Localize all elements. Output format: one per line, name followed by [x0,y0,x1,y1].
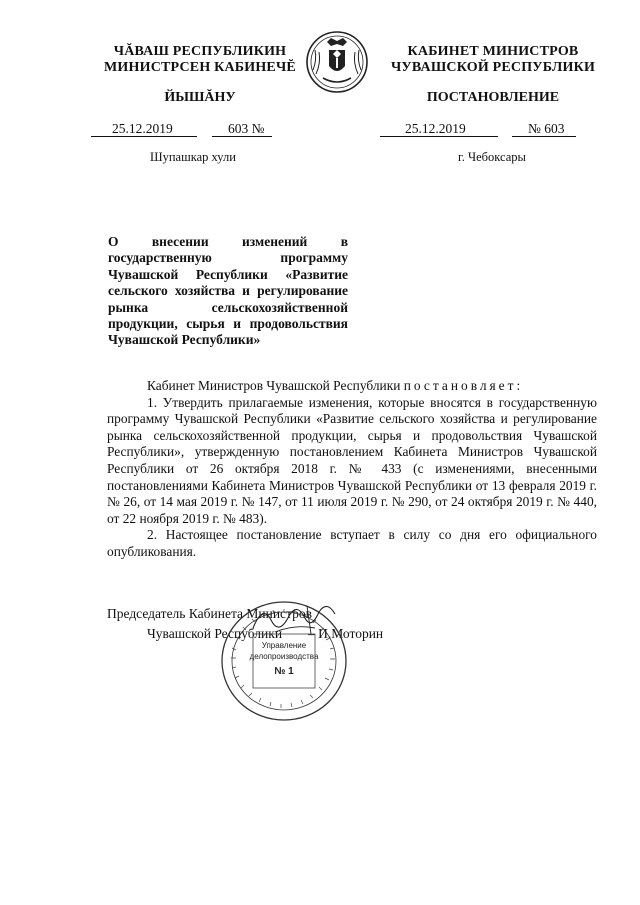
left-number: 603 № [228,121,265,136]
left-date: 25.12.2019 [112,121,173,136]
doctype-left: ЙЫШĂНУ [164,90,236,105]
place-left: Шупашкар хули [150,150,236,164]
intro-prefix: Кабинет Министров Чувашской Республики [147,378,401,393]
place-right: г. Чебоксары [458,150,526,164]
document-title: О внесении изменений в государственную программу Чувашской Республики «Развитие сельского хозяйства и регулирование рынка сельскохозяйственной продукции, сырья и продовольствия Чувашской Республики» [108,234,348,348]
header-left [100,44,300,76]
signature-title-line2: Чувашской Республики [147,626,283,641]
intro-line [107,378,597,395]
paragraph-1: 1. Утвердить прилагаемые изменения, которые вносятся в государственную программу Чувашской Республики «Развитие сельского хозяйства и регулирование рынка сельскохозяйственной продукции, сырья и продовольствия Чувашской Республики», утвержденную постановлением Кабинета Министров Чувашской Республики от 26 октября 2018 г. № 433 (с изменениями, внесенными постановлениями Кабинета Министров Чувашской Республики от 13 февраля 2019 г. № 26, от 14 мая 2019 г. № 147, от 11 июля 2019 г. № 290, от 24 октября 2019 г. № 440, от 22 ноября 2019 г. № 483). [107,394,597,526]
signature-title-line1: Председатель Кабинета Министров [107,606,312,621]
stamp-line1: Управление [261,641,307,650]
header-right [388,44,598,76]
right-number: № 603 [528,121,565,136]
header-left-line1: ЧĂВАШ РЕСПУБЛИКИН [113,44,287,59]
intro-verb: постановляет: [403,378,524,393]
stamp-line3: № 1 [274,666,294,677]
coat-of-arms-emblem [305,30,369,94]
handwritten-signature [245,598,345,638]
paragraph-2: 2. Настоящее постановление вступает в силу со дня его официального опубликования. [107,527,597,559]
doctype-right: ПОСТАНОВЛЕНИЕ [426,90,560,105]
document-body [107,378,597,561]
right-date: 25.12.2019 [405,121,466,136]
header-right-line2: ЧУВАШСКОЙ РЕСПУБЛИКИ [390,60,596,75]
signatory-name: – И.Моторин [308,626,384,641]
header-right-line1: КАБИНЕТ МИНИСТРОВ [407,44,579,59]
header-left-line2: МИНИСТРСЕН КАБИНЕЧĔ [104,60,296,75]
stamp-line2: делопроизводства [249,652,319,661]
